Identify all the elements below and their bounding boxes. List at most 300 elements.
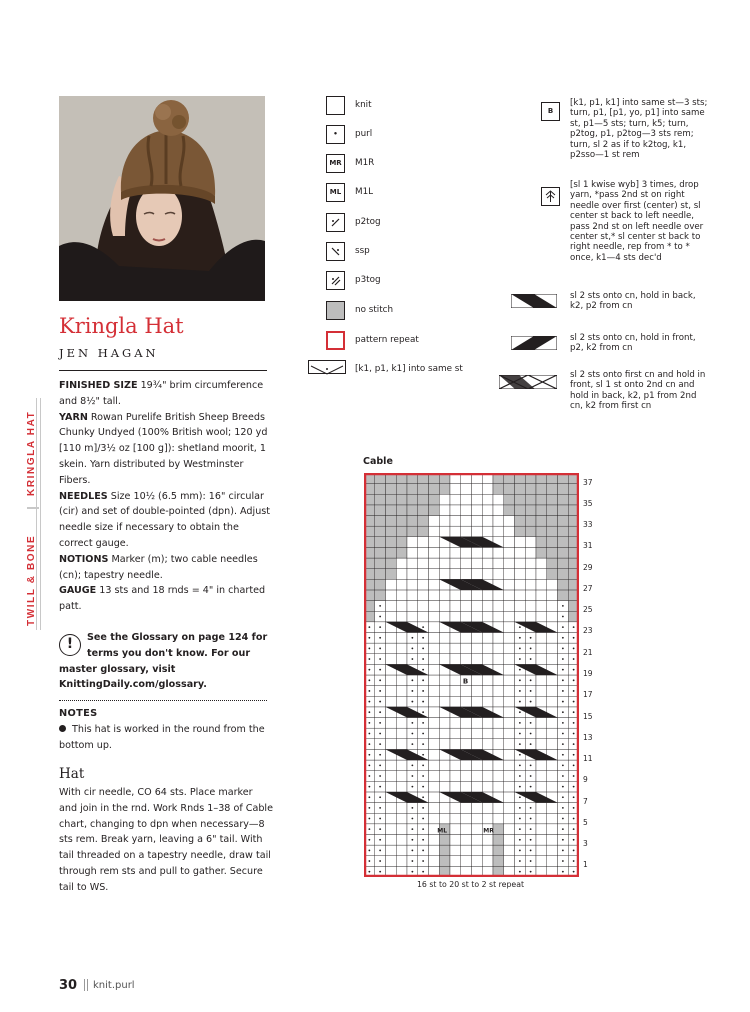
glossary-callout xyxy=(59,630,271,693)
purl-dot xyxy=(368,733,370,735)
chart-cell xyxy=(386,632,397,643)
chart-cell xyxy=(461,686,472,697)
row-number: 3 xyxy=(583,839,588,849)
side-tab-series: TWILL & BONE xyxy=(26,534,37,626)
row-number: 21 xyxy=(583,647,593,657)
purl-dot xyxy=(411,807,413,809)
key-cable-front-symbol xyxy=(511,335,557,349)
chart-cell xyxy=(396,611,407,622)
chart-cell xyxy=(472,696,483,707)
chart-cell xyxy=(439,813,450,824)
chart-cell xyxy=(472,601,483,612)
purl-dot xyxy=(379,818,381,820)
side-tab-rule xyxy=(40,398,41,630)
chart-cell xyxy=(536,739,547,750)
chart-cell xyxy=(482,718,493,729)
row-number: 23 xyxy=(583,626,593,636)
purl-dot xyxy=(368,807,370,809)
chart-cell xyxy=(386,696,397,707)
purl-dot xyxy=(562,711,564,713)
chart-cell xyxy=(396,728,407,739)
key-m1r-symbol: MR xyxy=(326,154,345,173)
chart-cell xyxy=(386,590,397,601)
chart-cell xyxy=(439,771,450,782)
purl-dot xyxy=(368,626,370,628)
chart-cell xyxy=(493,760,504,771)
chart-cell xyxy=(407,537,418,548)
chart-cell xyxy=(386,824,397,835)
chart-cell xyxy=(439,516,450,527)
chart-cell xyxy=(472,558,483,569)
chart-cell xyxy=(482,834,493,845)
chart-cell xyxy=(504,590,515,601)
chart-cell xyxy=(418,484,429,495)
chart-cell xyxy=(536,516,547,527)
chart-cell xyxy=(547,728,558,739)
chart-cell xyxy=(450,505,461,516)
chart-cell xyxy=(558,516,569,527)
chart-cell xyxy=(536,569,547,580)
purl-dot xyxy=(379,605,381,607)
chart-cell xyxy=(429,696,440,707)
purl-dot xyxy=(368,669,370,671)
purl-dot xyxy=(562,669,564,671)
purl-dot xyxy=(519,860,521,862)
chart-cell xyxy=(547,856,558,867)
purl-dot xyxy=(519,648,521,650)
chart-cell xyxy=(429,707,440,718)
chart-cell xyxy=(375,516,386,527)
chart-cell xyxy=(472,824,483,835)
purl-dot xyxy=(368,775,370,777)
chart-cell xyxy=(493,696,504,707)
chart-cell xyxy=(493,675,504,686)
row-number: 19 xyxy=(583,669,593,678)
purl-dot xyxy=(530,786,532,788)
chart-cell xyxy=(450,526,461,537)
chart-cell xyxy=(472,845,483,856)
chart-cell xyxy=(407,611,418,622)
purl-dot xyxy=(573,807,575,809)
purl-dot xyxy=(562,775,564,777)
chart-cell xyxy=(375,505,386,516)
purl-dot xyxy=(368,754,370,756)
chart-cell xyxy=(429,611,440,622)
chart-cell xyxy=(472,494,483,505)
purl-dot xyxy=(519,796,521,798)
chart-cell xyxy=(504,675,515,686)
chart-cell xyxy=(536,494,547,505)
chart-cell xyxy=(407,484,418,495)
chart-cell xyxy=(482,813,493,824)
purl-dot xyxy=(368,871,370,873)
chart-cell xyxy=(536,484,547,495)
chart-cell xyxy=(558,484,569,495)
chart-cell xyxy=(450,696,461,707)
purl-dot xyxy=(562,818,564,820)
chart-cell xyxy=(504,824,515,835)
purl-dot xyxy=(422,786,424,788)
chart-cell xyxy=(493,643,504,654)
key-label: pattern repeat xyxy=(355,335,419,345)
purl-dot xyxy=(562,839,564,841)
chart-cell xyxy=(536,505,547,516)
chart-cell xyxy=(450,834,461,845)
purl-dot xyxy=(562,701,564,703)
chart-cell xyxy=(407,547,418,558)
chart-cell xyxy=(504,728,515,739)
chart-cell xyxy=(396,494,407,505)
purl-dot xyxy=(530,775,532,777)
purl-dot xyxy=(573,764,575,766)
purl-dot xyxy=(573,679,575,681)
chart-cell xyxy=(547,803,558,814)
chart-cell xyxy=(536,643,547,654)
chart-cell xyxy=(429,739,440,750)
chart-cell xyxy=(504,505,515,516)
chart-cell xyxy=(547,601,558,612)
purl-dot xyxy=(379,828,381,830)
chart-cell xyxy=(504,664,515,675)
p3tog-icon xyxy=(327,272,344,289)
chart-cell xyxy=(461,516,472,527)
glossary-text: See the Glossary on page 124 for terms you don't know. For our xyxy=(87,632,268,659)
purl-dot xyxy=(368,722,370,724)
purl-dot xyxy=(379,743,381,745)
purl-dot xyxy=(530,701,532,703)
chart-cell xyxy=(439,569,450,580)
purl-dot xyxy=(573,743,575,745)
purl-dot xyxy=(530,733,532,735)
pattern-title: Kringla Hat xyxy=(59,314,184,338)
purl-dot xyxy=(562,828,564,830)
chart-cell xyxy=(504,686,515,697)
chart-cell xyxy=(386,654,397,665)
purl-dot xyxy=(573,669,575,671)
chart-cell xyxy=(461,728,472,739)
purl-dot xyxy=(422,839,424,841)
chart-cell xyxy=(396,675,407,686)
chart-cell xyxy=(536,824,547,835)
chart-cell xyxy=(536,558,547,569)
chart-cell xyxy=(418,547,429,558)
key-ssp-symbol xyxy=(326,242,345,261)
purl-dot xyxy=(573,733,575,735)
purl-dot xyxy=(530,807,532,809)
chart-cell xyxy=(386,760,397,771)
purl-dot xyxy=(411,839,413,841)
chart-cell xyxy=(536,654,547,665)
chart-cell xyxy=(396,813,407,824)
purl-dot xyxy=(519,871,521,873)
chart-cell xyxy=(482,590,493,601)
purl-dot xyxy=(519,807,521,809)
chart-cell xyxy=(450,611,461,622)
chart-cell xyxy=(461,781,472,792)
chart-cell xyxy=(386,728,397,739)
chart-cell xyxy=(429,760,440,771)
chart-cell xyxy=(396,601,407,612)
purl-dot xyxy=(573,754,575,756)
purl-dot xyxy=(562,722,564,724)
purl-dot xyxy=(562,690,564,692)
purl-dot xyxy=(422,626,424,628)
purl-dot xyxy=(573,839,575,841)
purl-dot xyxy=(379,733,381,735)
chart-cell xyxy=(418,494,429,505)
hat-instructions: With cir needle, CO 64 sts. Place marker and join in the rnd. Work Rnds 1–38 of Cable chart, changing to dpn when necessary—8 sts rem. Break yarn, leaving a 6" tail. With tail threaded on a tapestry needle, draw tail through rem sts and pull to gather. Secure tail to WS. xyxy=(59,787,273,893)
chart-cell xyxy=(429,558,440,569)
chart-cell xyxy=(493,590,504,601)
chart-cell xyxy=(396,484,407,495)
key-label: p3tog xyxy=(355,275,381,285)
purl-dot xyxy=(379,850,381,852)
chart-cell xyxy=(386,611,397,622)
chart-cell xyxy=(386,781,397,792)
chart-cell xyxy=(482,494,493,505)
chart-cell xyxy=(504,739,515,750)
chart-cell xyxy=(515,558,526,569)
chart-cell xyxy=(429,675,440,686)
chart-cell xyxy=(429,484,440,495)
chart-cell xyxy=(504,643,515,654)
chart-cell xyxy=(461,760,472,771)
chart-cell xyxy=(482,643,493,654)
chart-cell xyxy=(429,749,440,760)
purl-dot xyxy=(379,616,381,618)
chart-cell xyxy=(429,856,440,867)
chart-cell xyxy=(472,547,483,558)
chart-cell xyxy=(504,792,515,803)
purl-dot xyxy=(562,733,564,735)
chart-cell xyxy=(493,569,504,580)
purl-dot xyxy=(519,733,521,735)
key-label: purl xyxy=(355,129,373,139)
purl-dot xyxy=(573,648,575,650)
row-number: 37 xyxy=(583,477,593,487)
chart-cell xyxy=(482,728,493,739)
title-divider xyxy=(59,370,267,371)
chart-cell xyxy=(396,696,407,707)
purl-dot xyxy=(573,701,575,703)
chart-cell xyxy=(547,834,558,845)
purl-dot xyxy=(530,690,532,692)
chart-cell xyxy=(386,845,397,856)
chart-cell xyxy=(429,494,440,505)
key-label: M1L xyxy=(355,187,374,197)
chart-cell xyxy=(461,590,472,601)
chart-cell xyxy=(429,516,440,527)
chart-cell xyxy=(536,526,547,537)
chart-cell xyxy=(525,526,536,537)
footer-divider xyxy=(87,979,88,991)
purl-dot xyxy=(411,648,413,650)
chart-cell xyxy=(493,526,504,537)
chart-cell xyxy=(375,537,386,548)
chart-cell xyxy=(504,771,515,782)
chart-cell xyxy=(429,803,440,814)
chart-cell xyxy=(439,643,450,654)
chart-cell xyxy=(504,707,515,718)
purl-dot xyxy=(422,828,424,830)
chart-cell xyxy=(461,739,472,750)
chart-cell xyxy=(429,632,440,643)
chart-cell xyxy=(429,781,440,792)
chart-cell xyxy=(429,728,440,739)
purl-dot xyxy=(368,860,370,862)
chart-cell xyxy=(461,484,472,495)
purl-dot xyxy=(530,658,532,660)
chart-cell xyxy=(493,728,504,739)
key-description: [sl 1 kwise wyb] 3 times, drop yarn, *pass 2nd st on right needle over first (center) st, sl center st back to left needle, pass 2nd st on left needle over center st,* sl center st back to right needle, rep from * to * once, k1—4 sts dec'd xyxy=(570,180,704,263)
purl-dot xyxy=(368,850,370,852)
chart-cell xyxy=(386,526,397,537)
purl-dot xyxy=(368,786,370,788)
spec-text: 19¾" brim circumference and 8½" tall. xyxy=(59,380,264,407)
chart-cell xyxy=(558,526,569,537)
chart-cell xyxy=(493,547,504,558)
chart-cell xyxy=(386,569,397,580)
chart-cell xyxy=(547,675,558,686)
row-number: 25 xyxy=(583,605,593,615)
chart-cell xyxy=(407,494,418,505)
purl-dot xyxy=(530,637,532,639)
purl-dot xyxy=(422,733,424,735)
key-description: [k1, p1, k1] into same st—3 sts; turn, p1, [p1, yo, p1] into same st, p1—5 sts; turn, k5; turn, p2tog, p1, p2tog—3 sts rem; turn, sl 2 as if to k2tog, k1, p2sso—1 st rem xyxy=(570,98,708,161)
row-number: 5 xyxy=(583,817,588,827)
chart-cell xyxy=(493,718,504,729)
chart-cell xyxy=(450,718,461,729)
purl-dot xyxy=(411,701,413,703)
purl-dot xyxy=(519,818,521,820)
chart-cell xyxy=(536,771,547,782)
chart-cell xyxy=(429,771,440,782)
chart-cell xyxy=(493,632,504,643)
chart-cell xyxy=(439,686,450,697)
chart-cell xyxy=(472,760,483,771)
chart-cell xyxy=(386,675,397,686)
purl-dot xyxy=(519,669,521,671)
chart-cell xyxy=(536,611,547,622)
chart-cell xyxy=(461,505,472,516)
chart-cell xyxy=(504,760,515,771)
purl-dot xyxy=(422,807,424,809)
chart-cell xyxy=(429,547,440,558)
chart-cell xyxy=(407,558,418,569)
chart-cell xyxy=(439,675,450,686)
chart-cell xyxy=(525,611,536,622)
chart-cell xyxy=(429,664,440,675)
chart-cell xyxy=(386,813,397,824)
purl-dot xyxy=(422,850,424,852)
spec-text: Size 10½ (6.5 mm): 16" circular (cir) and set of double-pointed (dpn). Adjust needle size if necessary to obtain the correct gauge. xyxy=(59,490,271,549)
chart-cell xyxy=(493,856,504,867)
key-m1l-symbol: ML xyxy=(326,183,345,202)
purl-dot xyxy=(379,648,381,650)
row-number: 31 xyxy=(583,541,593,551)
chart-cell xyxy=(386,718,397,729)
chart-cell xyxy=(482,569,493,580)
chart-cell xyxy=(482,505,493,516)
purl-dot xyxy=(562,637,564,639)
chart-cell xyxy=(504,781,515,792)
chart-cell xyxy=(396,547,407,558)
key-description: sl 2 sts onto cn, hold in back, k2, p2 from cn xyxy=(570,291,696,312)
purl-dot xyxy=(379,839,381,841)
chart-cell xyxy=(504,579,515,590)
chart-cell xyxy=(450,781,461,792)
chart-cell xyxy=(482,654,493,665)
purl-dot xyxy=(422,690,424,692)
chart-cell xyxy=(493,601,504,612)
chart-cell xyxy=(493,505,504,516)
chart-cell xyxy=(386,537,397,548)
chart-cell xyxy=(450,484,461,495)
chart-cell xyxy=(472,739,483,750)
chart-cell xyxy=(418,516,429,527)
chart-cell xyxy=(429,686,440,697)
purl-dot xyxy=(519,775,521,777)
chart-cell xyxy=(386,803,397,814)
purl-dot xyxy=(562,850,564,852)
chart-cell xyxy=(439,728,450,739)
chart-cell xyxy=(493,739,504,750)
chart-cell xyxy=(461,569,472,580)
row-number: 35 xyxy=(583,498,593,508)
chart-cell xyxy=(396,516,407,527)
chart-cell xyxy=(536,728,547,739)
purl-dot xyxy=(368,637,370,639)
chart-cell xyxy=(547,813,558,824)
purl-dot xyxy=(411,679,413,681)
cable-back-icon xyxy=(511,294,557,308)
purl-dot xyxy=(573,850,575,852)
chart-cell xyxy=(418,526,429,537)
chart-cell xyxy=(536,537,547,548)
purl-dot xyxy=(368,648,370,650)
chart-cell xyxy=(439,611,450,622)
chart-cell xyxy=(504,601,515,612)
chart-cell xyxy=(461,611,472,622)
purl-dot xyxy=(562,871,564,873)
key-inc-symbol xyxy=(308,360,346,374)
key-label: M1R xyxy=(355,158,375,168)
chart-cell xyxy=(439,526,450,537)
chart-cell xyxy=(472,728,483,739)
chart-cell xyxy=(429,526,440,537)
chart-cell xyxy=(396,781,407,792)
chart-cell xyxy=(461,845,472,856)
chart-cell xyxy=(418,590,429,601)
chart-cell xyxy=(418,558,429,569)
purl-dot xyxy=(562,648,564,650)
chart-cell xyxy=(450,675,461,686)
chart-cell xyxy=(504,696,515,707)
key-label: p2tog xyxy=(355,217,381,227)
spec-text: Rowan Purelife British Sheep Breeds Chunky Undyed (100% British wool; 120 yd [110 m]/3½ oz [100 g]): shetland moorit, 1 skein. Yarn distributed by Westminster Fibers. xyxy=(59,411,268,486)
chart-cell xyxy=(450,803,461,814)
purl-dot xyxy=(422,754,424,756)
magazine-name: knit.purl xyxy=(93,980,135,991)
chart-cell xyxy=(547,547,558,558)
chart-cell xyxy=(429,537,440,548)
chart-cell xyxy=(493,611,504,622)
purl-dot xyxy=(411,871,413,873)
purl-dot xyxy=(379,796,381,798)
key-p2tog-symbol xyxy=(326,213,345,232)
chart-cell xyxy=(493,824,504,835)
key-label: no stitch xyxy=(355,305,394,315)
